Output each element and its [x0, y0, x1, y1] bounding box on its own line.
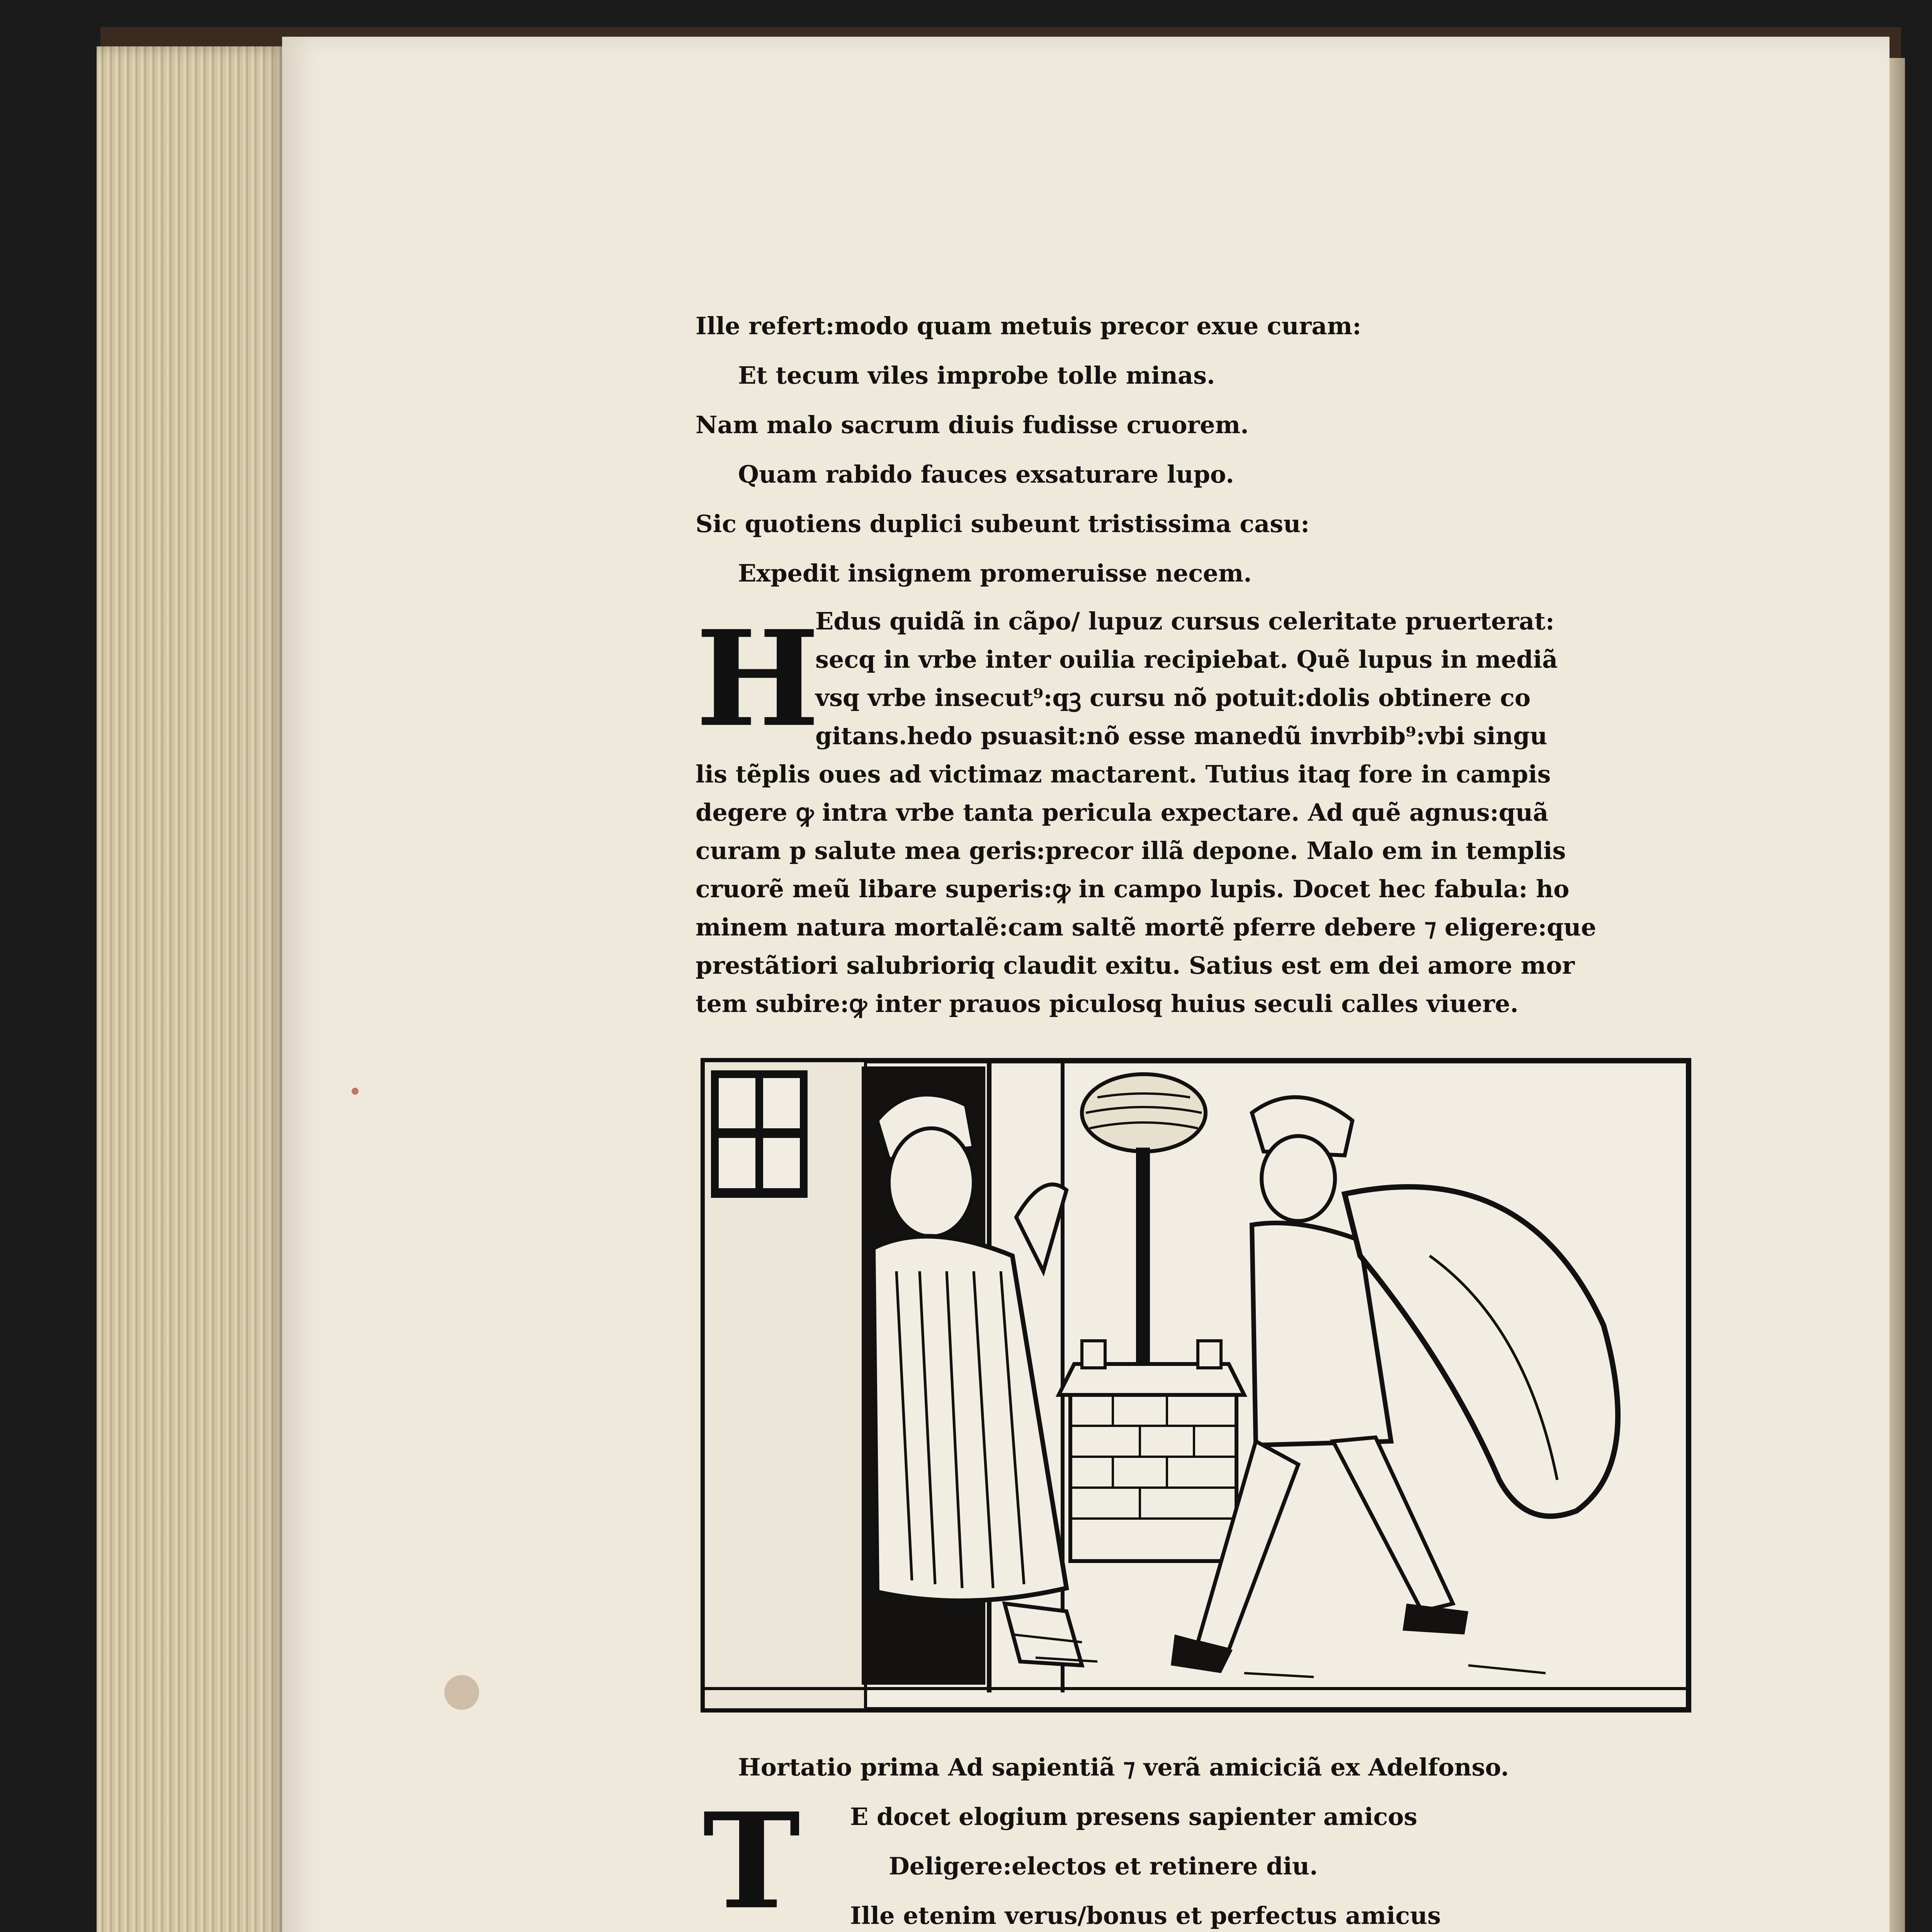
prose-line: gitans.hedo psuasit:nõ esse manedũ invrbib⁹:vbi singu [815, 722, 1548, 750]
prose-line: Edus quidã in cãpo/ lupuz cursus celeritate pruerterat: [815, 607, 1554, 635]
prose-line: cruorẽ meũ libare superis:ꝙ in campo lupis. Docet hec fabula: ho [696, 875, 1570, 903]
prose-line: tem subire:ꝙ inter prauos piculosq huius seculi calles viuere. [696, 990, 1519, 1018]
verse-line: Quam rabido fauces exsaturare lupo. [738, 460, 1234, 488]
fable-text [696, 301, 1700, 1023]
prose-line: degere ꝙ intra vrbe tanta pericula expectare. Ad quẽ agnus:quã [696, 798, 1549, 827]
page-edges [97, 46, 290, 1932]
verse-paragraph [696, 1784, 1700, 1932]
prose-line: lis tẽplis oues ad victimaz mactarent. Tutius itaq fore in campis [696, 760, 1551, 788]
prose-line: prestãtiori salubrioriq claudit exitu. Satius est em dei amore mor [696, 951, 1575, 980]
paper-stain [352, 1088, 359, 1095]
verse-line: Et tecum viles improbe tolle minas. [738, 361, 1215, 389]
prose-paragraph [696, 602, 1700, 1023]
verse-line: Ille etenim verus/bonus et perfectus amicus [850, 1901, 1441, 1930]
prose-line: curam p salute mea geris:precor illã depone. Malo em in templis [696, 837, 1566, 865]
prose-line: vsq vrbe insecut⁹:qꝫ cursu nõ potuit:dolis obtinere co [815, 684, 1531, 712]
section-heading: Hortatio prima Ad sapientiã ⁊ verã amiciciã ex Adelfonso. [738, 1753, 1509, 1781]
hortatio-text [696, 1743, 1700, 1932]
decorated-initial: T [702, 1784, 801, 1932]
prose-line: secq in vrbe inter ouilia recipiebat. Quẽ lupus in mediã [815, 645, 1558, 673]
verse-line: Ille refert:modo quam metuis precor exue curam: [696, 312, 1361, 340]
verse-line: E docet elogium presens sapienter amicos [850, 1803, 1418, 1831]
verse-line: Deligere:electos et retinere diu. [889, 1852, 1318, 1880]
verse-line: Nam malo sacrum diuis fudisse cruorem. [696, 411, 1249, 439]
paper-stain [444, 1675, 479, 1710]
prose-line: minem natura mortalẽ:cam saltẽ mortẽ pferre debere ⁊ eligere:que [696, 913, 1597, 941]
verse-line: Expedit insignem promeruisse necem. [738, 559, 1252, 587]
decorated-initial: H [696, 602, 820, 756]
woodcut-illustration [696, 1055, 1700, 1719]
verse-line: Sic quotiens duplici subeunt tristissima casu: [696, 510, 1310, 538]
